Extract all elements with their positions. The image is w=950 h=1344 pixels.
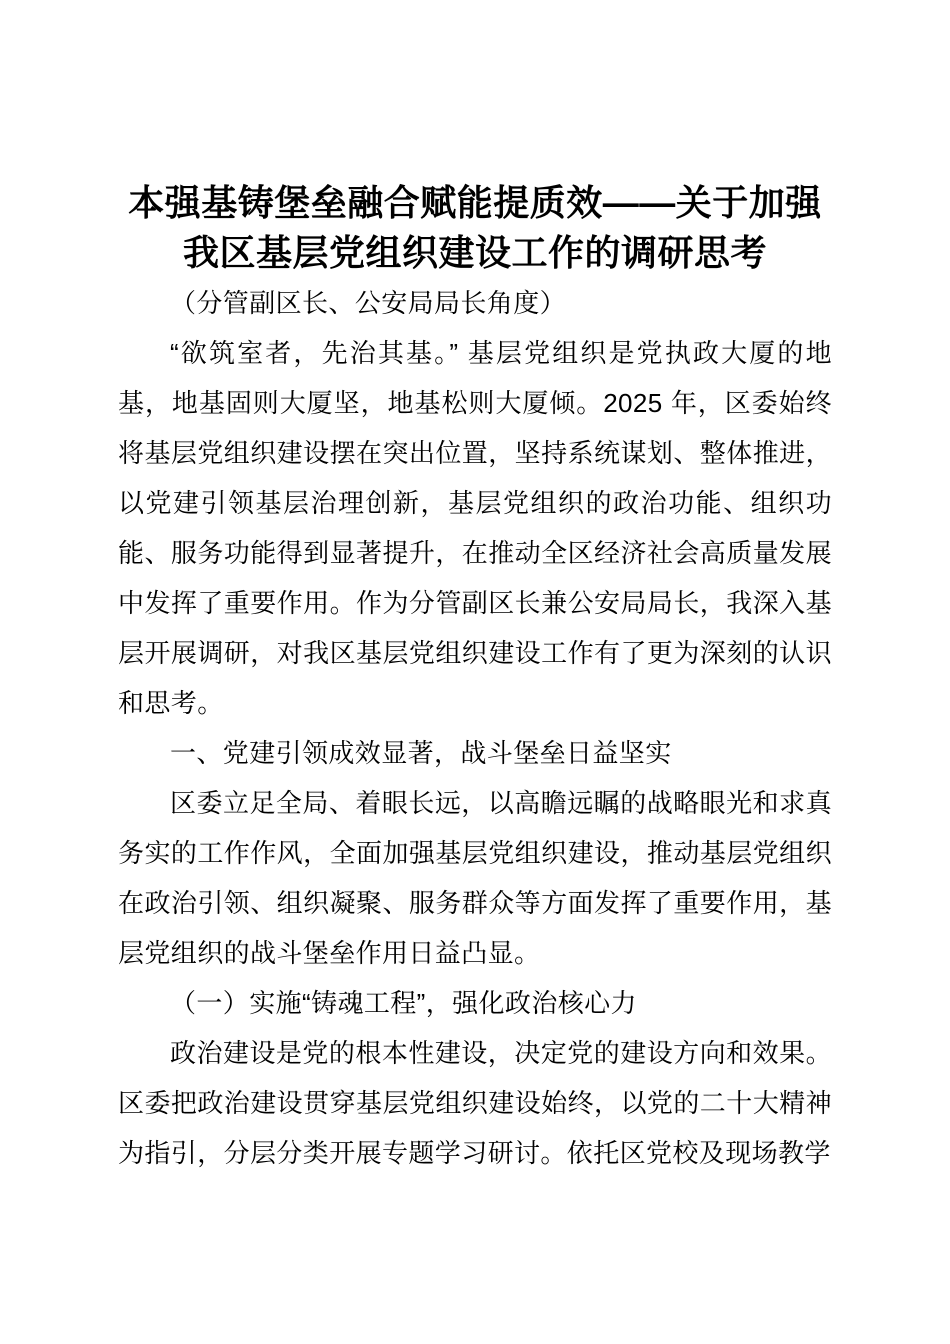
document-body: [118, 328, 832, 1178]
title-line-1: 本强基铸堡垒融合赋能提质效——关于加强: [128, 182, 822, 223]
title-line-2: 我区基层党组织建设工作的调研思考: [182, 232, 767, 273]
byline: （分管副区长、公安局局长角度）: [170, 288, 567, 318]
paragraph: 区委立足全局、着眼长远，以高瞻远瞩的战略眼光和求真务实的工作作风，全面加强基层党组织建设，推动基层党组织在政治引领、组织凝聚、服务群众等方面发挥了重要作用，基层党组织的战斗堡垒作用日益凸显。: [118, 788, 832, 968]
paragraph: “欲筑室者，先治其基。” 基层党组织是党执政大厦的地基，地基固则大厦坚，地基松则大厦倾。2025 年，区委始终将基层党组织建设摆在突出位置，坚持系统谋划、整体推进，以党建引领基层治理创新，基层党组织的政治功能、组织功能、服务功能得到显著提升，在推动全区经济社会高质量发展中发挥了重要作用。作为分管副区长兼公安局局长，我深入基层开展调研，对我区基层党组织建设工作有了更为深刻的认识和思考。: [118, 338, 832, 718]
subsection-heading: （一）实施“铸魂工程”，强化政治核心力: [170, 988, 637, 1018]
section-heading: 一、党建引领成效显著，战斗堡垒日益坚实: [170, 738, 672, 768]
paragraph: 政治建设是党的根本性建设，决定党的建设方向和效果。区委把政治建设贯穿基层党组织建设始终，以党的二十大精神为指引，分层分类开展专题学习研讨。依托区党校及现场教学: [118, 1038, 832, 1168]
document-title: [118, 178, 832, 278]
